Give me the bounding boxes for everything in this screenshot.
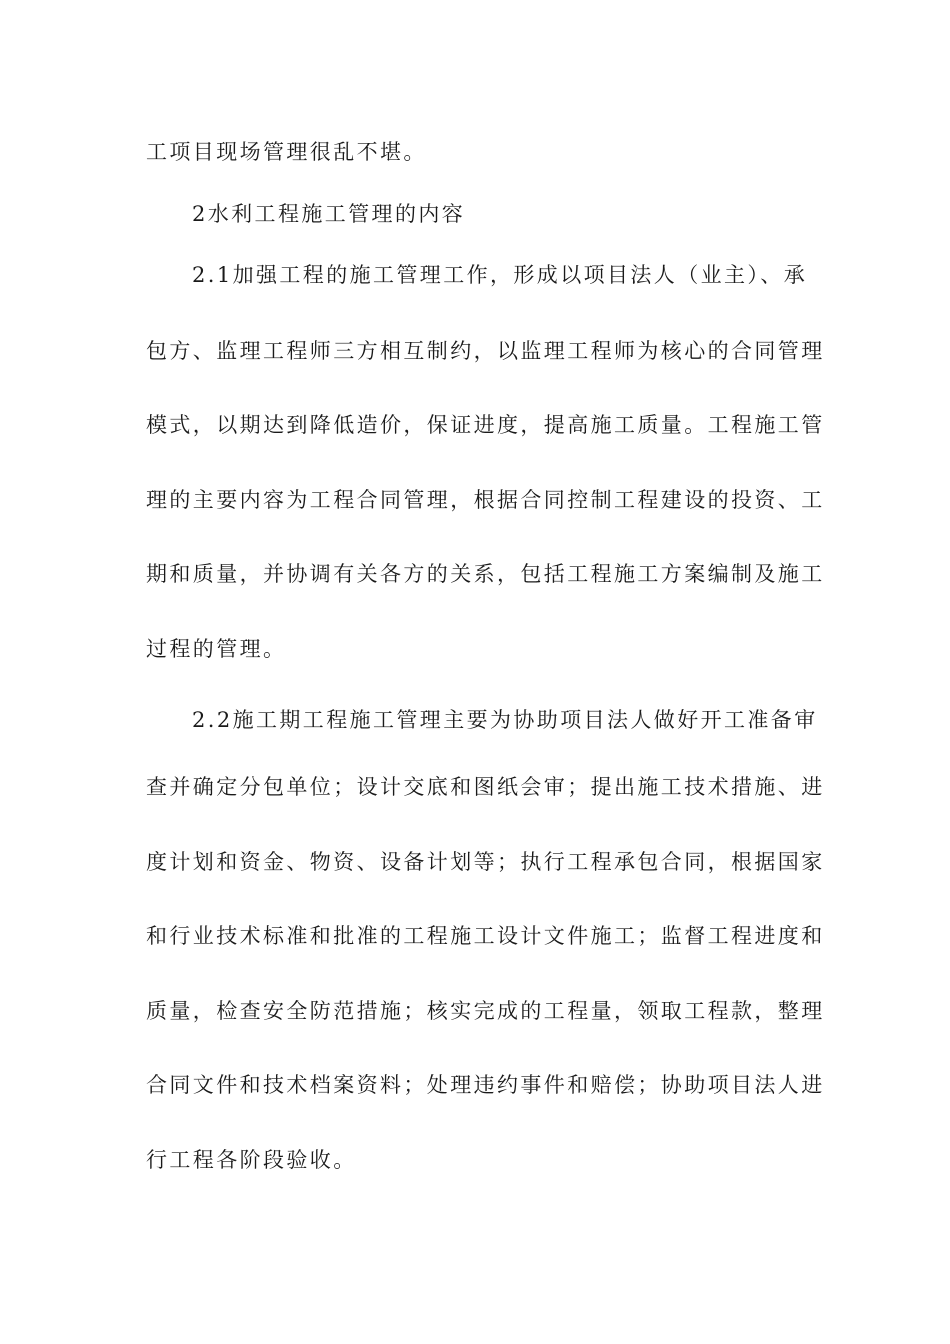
text-line: 质量，检查安全防范措施；核实完成的工程量，领取工程款，整理: [146, 999, 825, 1023]
text-line: 模式，以期达到降低造价，保证进度，提高施工质量。工程施工管: [146, 413, 825, 437]
text-line: 度计划和资金、物资、设备计划等；执行工程承包合同，根据国家: [146, 850, 825, 874]
text-line: 2.2施工期工程施工管理主要为协助项目法人做好开工准备审: [192, 708, 818, 732]
text-line: 过程的管理。: [146, 637, 287, 661]
text-line: 包方、监理工程师三方相互制约，以监理工程师为核心的合同管理: [146, 339, 825, 363]
text-line: 查并确定分包单位；设计交底和图纸会审；提出施工技术措施、进: [146, 775, 825, 799]
text-line: 和行业技术标准和批准的工程施工设计文件施工；监督工程进度和: [146, 924, 825, 948]
text-line: 合同文件和技术档案资料；处理违约事件和赔偿；协助项目法人进: [146, 1073, 825, 1097]
text-line: 工项目现场管理很乱不堪。: [146, 140, 427, 164]
text-line: 行工程各阶段验收。: [146, 1148, 357, 1172]
text-line: 2.1加强工程的施工管理工作，形成以项目法人（业主）、承: [192, 263, 808, 287]
text-line: 理的主要内容为工程合同管理，根据合同控制工程建设的投资、工: [146, 488, 825, 512]
section-heading: 2水利工程施工管理的内容: [192, 202, 466, 226]
text-line: 期和质量，并协调有关各方的关系，包括工程施工方案编制及施工: [146, 562, 825, 586]
